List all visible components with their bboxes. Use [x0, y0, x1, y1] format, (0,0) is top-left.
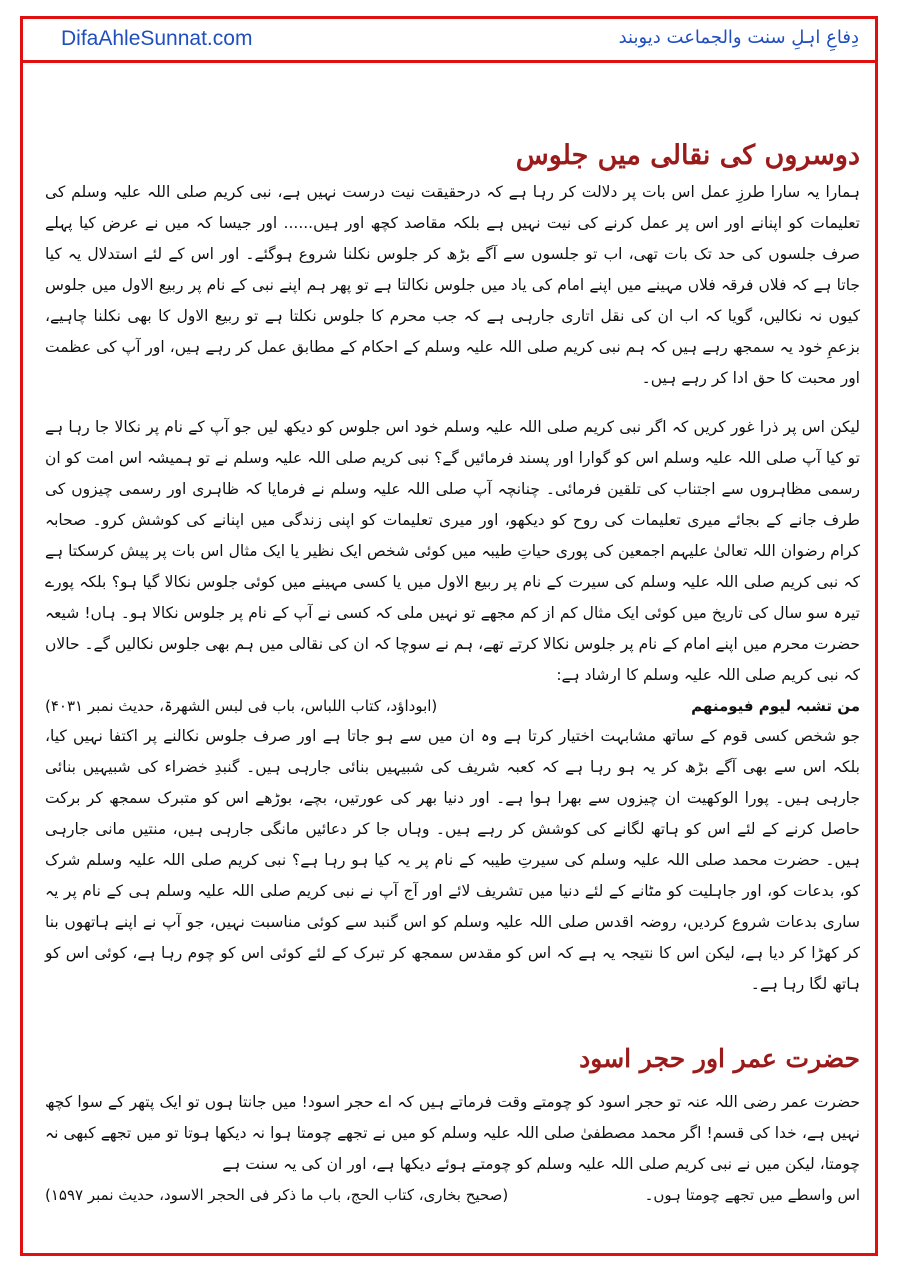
site-url[interactable]: DifaAhleSunnat.com: [61, 27, 253, 50]
article-body: [45, 140, 860, 1210]
hadith-quote: [45, 691, 860, 721]
paragraph: ہمارا یہ سارا طرزِ عمل اس بات پر دلالت کر رہا ہے کہ درحقیقت نیت درست نہیں ہے، نبی کریم صلی اللہ علیہ وسلم کی تعلیمات کو اپنانے اور اس پر عمل کرنے کی نیت نہیں ہے بلکہ مقاصد کچھ اور ہیں...... اور جیسا کہ میں نے عرض کیا پہلے صرف جلسوں کی حد تک بات تھی، اب تو جلسوں سے آگے بڑھ کر جلوس نکلنا شروع ہوگئے۔ اور اس کے لئے استدلال یہ کیا جاتا ہے کہ فلاں فرقہ فلاں مہینے میں اپنے امام کی یاد میں جلوس نکالتا ہے تو پھر ہم اپنے نبی کے نام پر ربیع الاول میں جلوس کیوں نہ نکالیں، گویا کہ اب ان کی نقل اتاری جارہی ہے کہ جب محرم کا جلوس نکلتا ہے تو ربیع الاول کا بھی نکلنا چاہیے، بزعمِ خود یہ سمجھ رہے ہیں کہ ہم نبی کریم صلی اللہ علیہ وسلم کے احکام کے مطابق عمل کر رہے ہیں، اور آپ کی عظمت اور محبت کا حق ادا کر رہے ہیں۔: [45, 183, 860, 387]
section-title-processions: دوسروں کی نقالی میں جلوس: [515, 140, 860, 171]
brand-title: دِفاعِ اہلِ سنت والجماعت دیوبند: [618, 27, 859, 48]
page-header: [23, 19, 875, 63]
bukhari-reference: (صحیح بخاری، کتاب الحج، باب ما ذکر فی الحجر الاسود، حدیث نمبر ۱۵۹۷): [45, 1186, 509, 1204]
closing-text: اس واسطے میں تجھے چومتا ہوں۔: [644, 1186, 860, 1204]
paragraph: جو شخص کسی قوم کے ساتھ مشابہت اختیار کرتا ہے وہ ان میں سے ہو جاتا ہے اور صرف جلوس نکالنے پر اکتفا نہیں کیا، بلکہ اس سے بھی آگے بڑھ کر یہ ہو رہا ہے کہ کعبہ شریف کی شبیہیں بنائی جارہی ہیں۔ گنبدِ خضراء کی شبیہیں بنائی جارہی ہیں۔ پورا الوکھیت ان چیزوں سے بھرا ہوا ہے۔ اور دنیا بھر کی عورتیں، بچے، بوڑھے اس کو متبرک سمجھ کر برکت حاصل کرنے کے لئے اس کو ہاتھ لگانے کی کوشش کر رہے ہیں۔ وہاں جا کر دعائیں مانگی جارہی ہیں، منتیں مانی جارہی ہیں۔ حضرت محمد صلی اللہ علیہ وسلم کی سیرتِ طیبہ کے نام پر یہ کیا ہو رہا ہے؟ نبی کریم صلی اللہ علیہ وسلم شرک کو، بدعات کو، اور جاہلیت کو مٹانے کے لئے دنیا میں تشریف لائے اور آج آپ نے نبی کریم صلی اللہ علیہ وسلم ہی کے نام پر یہ ساری بدعات شروع کردیں، روضہ اقدس صلی اللہ علیہ وسلم کو اس گنبد سے کوئی مناسبت نہیں، جو آپ نے اپنے ہاتھوں بنا کر کھڑا کر دیا ہے، لیکن اس کا نتیجہ یہ ہے کہ اس کو مقدس سمجھ کر تبرک کے لئے کوئی اس کو چوم رہا ہے، کوئی اس کو ہاتھ لگا رہا ہے۔: [45, 727, 860, 993]
closing-line: [45, 1180, 860, 1210]
section-title-black-stone: حضرت عمر اور حجر اسود: [579, 1044, 860, 1073]
hadith-arabic: من تشبہ لیوم فیومنھم: [691, 697, 860, 715]
paragraph: لیکن اس پر ذرا غور کریں کہ اگر نبی کریم صلی اللہ علیہ وسلم خود اس جلوس کو دیکھ لیں جو آپ کے نام پر نکالا جا رہا ہے تو کیا آپ صلی اللہ علیہ وسلم اس کو گوارا اور پسند فرمائیں گے؟ نبی کریم صلی اللہ علیہ وسلم نے تو ہمیشہ اس امت کو ان رسمی مظاہروں سے اجتناب کی تلقین فرمائی۔ چنانچہ آپ صلی اللہ علیہ وسلم نے فرمایا کہ ظاہری اور رسمی چیزوں کی طرف جانے کے بجائے میری تعلیمات کی روح کو دیکھو، اور میری تعلیمات کو اپنی زندگی میں اپنانے کی کوشش کرو۔ صحابہ کرام رضوان اللہ تعالیٰ علیہم اجمعین کی پوری حیاتِ طیبہ میں کوئی شخص ایک نظیر یا ایک مثال اس بات پر پیش کرسکتا ہے کہ نبی کریم صلی اللہ علیہ وسلم کی سیرت کے نام پر ربیع الاول میں یا کسی مہینے میں کوئی جلوس نکالا گیا ہو؟ بلکہ پورے تیرہ سو سال کی تاریخ میں کوئی ایک مثال کم از کم مجھے تو نہیں ملی کہ کسی نے آپ کے نام پر جلوس نکالا ہو۔ ہاں! شیعہ حضرت محرم میں اپنے امام کے نام پر جلوس نکالا کرتے تھے، ہم نے سوچا کہ ان کی نقالی میں ہم بھی جلوس نکالیں گے۔ حالاں کہ نبی کریم صلی اللہ علیہ وسلم کا ارشاد ہے:: [45, 418, 860, 684]
hadith-reference: (ابوداؤد، کتاب اللباس، باب فی لبس الشھرۃ، حدیث نمبر ۴۰۳۱): [45, 697, 438, 715]
paragraph: حضرت عمر رضی اللہ عنہ تو حجر اسود کو چومتے وقت فرماتے ہیں کہ اے حجر اسود! میں جانتا ہوں تو ایک پتھر کے سوا کچھ نہیں ہے، خدا کی قسم! اگر محمد مصطفیٰ صلی اللہ علیہ وسلم کو میں نے تجھے چومتا ہوا نہ دیکھا ہوتا تو میں تجھے کبھی نہ چومتا، لیکن میں نے نبی کریم صلی اللہ علیہ وسلم کو چومتے ہوئے دیکھا ہے، اور ان کی یہ سنت ہے: [45, 1093, 860, 1173]
